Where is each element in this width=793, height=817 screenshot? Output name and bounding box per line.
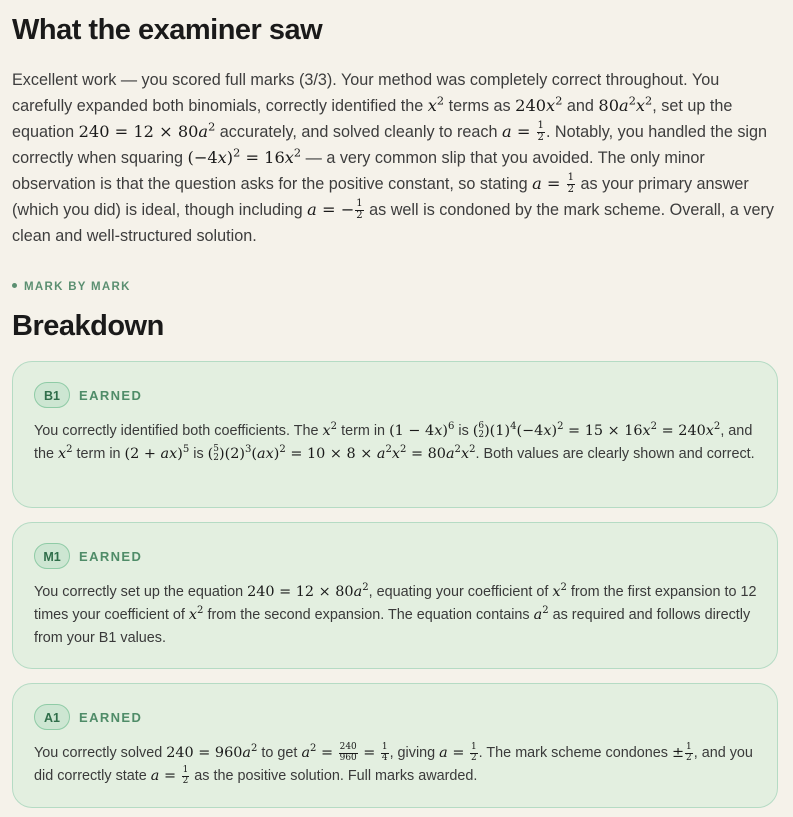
mark-status: EARNED bbox=[79, 709, 143, 725]
page-title: What the examiner saw bbox=[12, 14, 323, 46]
section-eyebrow: MARK BY MARK bbox=[12, 281, 131, 293]
mark-card-b1 bbox=[12, 361, 778, 508]
mark-code-badge: A1 bbox=[34, 704, 70, 730]
mark-code-badge: B1 bbox=[34, 382, 70, 408]
mark-explanation: You correctly set up the equation $240 = 12 \times 80a^2$, equating your coefficient of $x^2$ from the first expansion to 12 times your coefficient of $x^2$ from the second expansion. The equation contains $a^2$ as required and follows directly from your B1 values. bbox=[34, 582, 757, 646]
bullet-dot-icon bbox=[12, 283, 17, 288]
mark-card-a1 bbox=[12, 683, 778, 808]
mark-explanation: You correctly identified both coefficients. The $x^2$ term in $(1 - 4x)^6$ is ( 6 2 )$(1)^4(-4x)^2 = 15 \times 16x^2 = 240x^2$, and the $x^2$ term in (2 + ax)$^5$ is ( 5 2 )$(2)^3(ax)^2 = 10 \times 8 \times a^2x^2 = 80a^2x^2$. Both values are clearly shown and correct. bbox=[34, 421, 755, 463]
mark-code-badge: M1 bbox=[34, 543, 70, 569]
mark-explanation: You correctly solved $240 = 960a^2$ to get $a^2$ = $\frac{240}{960}$ = $\frac{1}{4}$ , giving a = $\frac{1}{2}$ . The mark scheme condones ± $\frac{1}{2}$ , and you did correctly state a = $\frac{1}{2}$ as the positive solution. Full marks awarded. bbox=[34, 742, 753, 786]
mark-card-m1 bbox=[12, 522, 778, 669]
examiner-summary: Excellent work — you scored full marks (3/3). Your method was completely correct throughout. You carefully expanded both binomials, correctly identified the $x^2$ terms as $240x^2$ and $80a^2x^2$, set up the equation $240 = 12 \times 80a^2$ accurately, and solved cleanly to reach a = $\frac{1}{2}$ . Notably, you handled the sign correctly when squaring $(-4x)^2 = 16x^2$ — a very common slip that you avoided. The only minor observation is that the question asks for the positive constant, so stating a = $\frac{1}{2}$ as your primary answer (which you did) is ideal, though including a = − $\frac{1}{2}$ as well is condoned by the mark scheme. Overall, a very clean and well-structured solution. bbox=[12, 71, 774, 245]
mark-status: EARNED bbox=[79, 548, 143, 564]
mark-status: EARNED bbox=[79, 387, 143, 403]
section-title: Breakdown bbox=[12, 310, 164, 342]
